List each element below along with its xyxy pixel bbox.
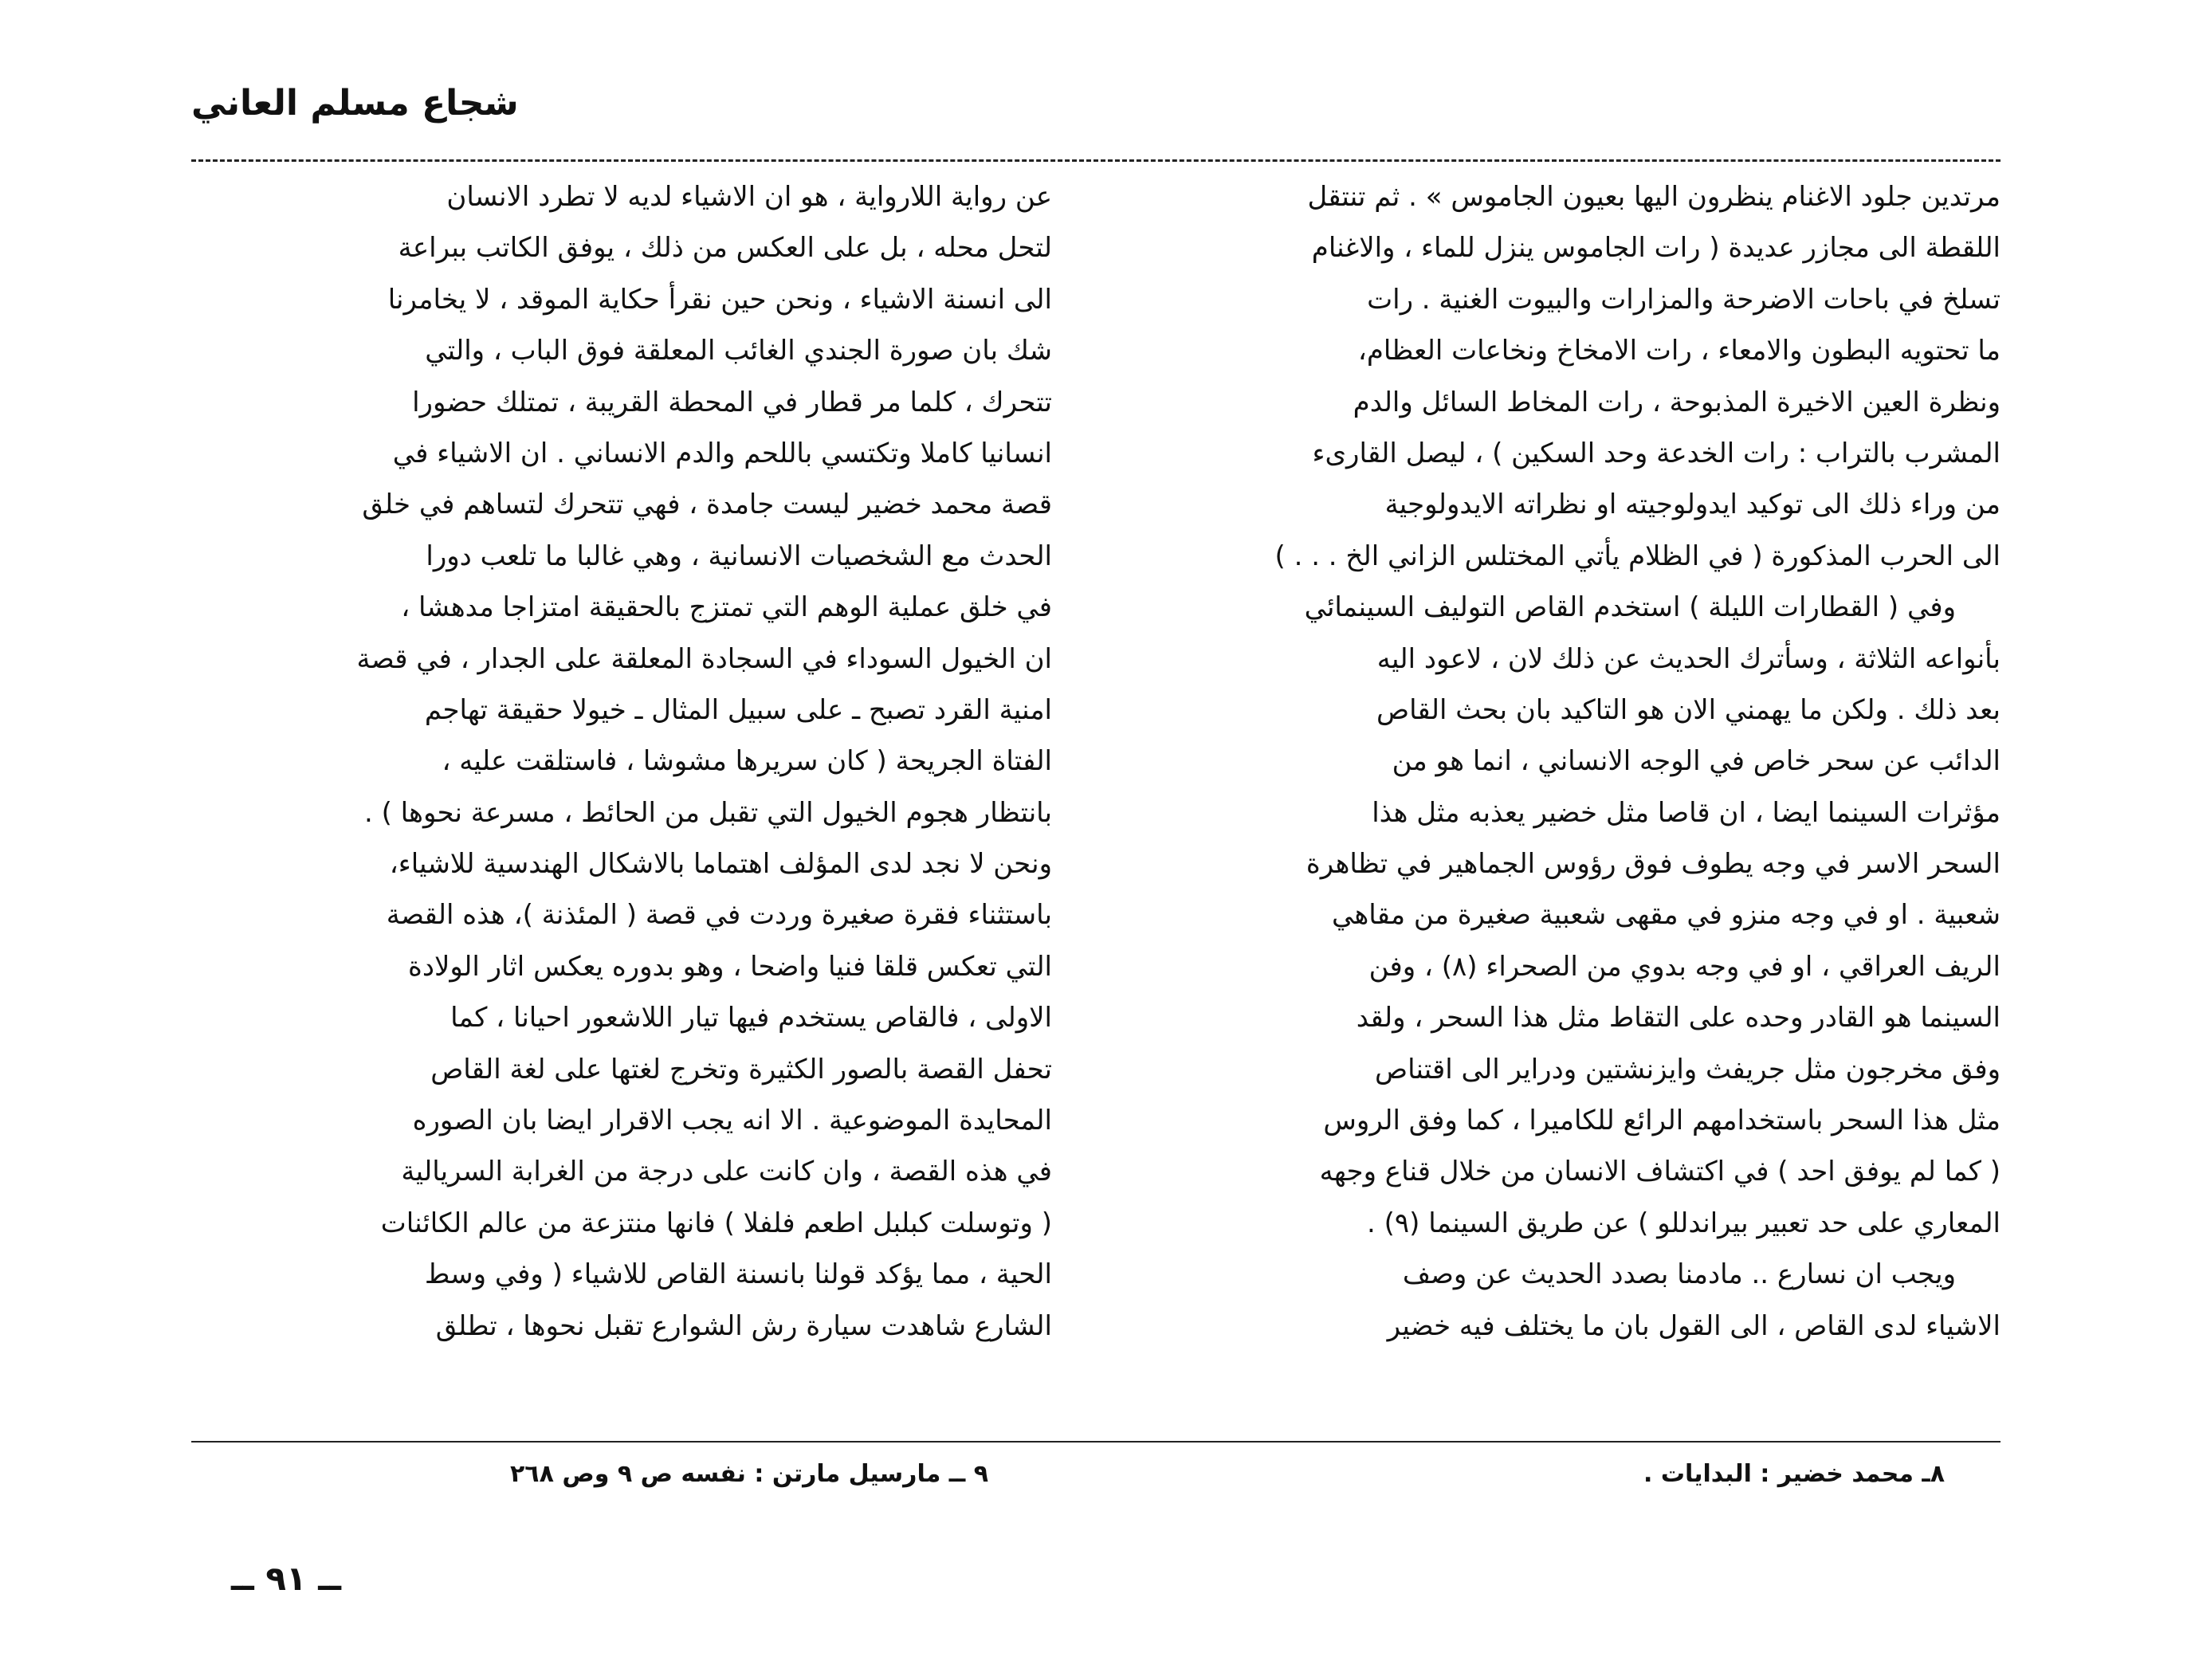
text-line: الى انسنة الاشياء ، ونحن حين نقرأ حكاية الموقد ، لا يخامرنا	[387, 283, 1052, 316]
text-line: المعاري على حد تعبير بيراندللو ) عن طريق السينما (٩) .	[1367, 1207, 2000, 1239]
text-line: ونظرة العين الاخيرة المذبوحة ، رات المخاط السائل والدم	[1353, 386, 2000, 418]
text-line: بأنواعه الثلاثة ، وسأترك الحديث عن ذلك لان ، لاعود اليه	[1376, 642, 2000, 675]
header-divider	[191, 159, 2000, 162]
text-line: بعد ذلك . ولكن ما يهمني الان هو التاكيد بان بحث القاص	[1376, 693, 2000, 726]
text-line: مرتدين جلود الاغنام ينظرون اليها بعيون الجاموس » . ثم تنتقل	[1307, 181, 2000, 213]
text-line: امنية القرد تصبح ـ على سبيل المثال ـ خيولا حقيقة تهاجم	[424, 693, 1052, 726]
text-line: السحر الاسر في وجه يطوف فوق رؤوس الجماهير في تظاهرة	[1306, 848, 2000, 881]
text-line: ونحن لا نجد لدى المؤلف اهتماما بالاشكال الهندسية للاشياء،	[389, 848, 1052, 881]
page-number: ــ ٩١ ــ	[231, 1559, 341, 1598]
text-line: وفي ( القطارات الليلة ) استخدم القاص التوليف السينمائي	[1304, 591, 1956, 624]
text-line: المحايدة الموضوعية . الا انه يجب الاقرار ايضا بان الصوره	[412, 1105, 1052, 1137]
text-line: لتحل محله ، بل على العكس من ذلك ، يوفق الكاتب ببراعة	[398, 232, 1052, 265]
text-line: في خلق عملية الوهم التي تمتزج بالحقيقة امتزاجا مدهشا ،	[401, 591, 1052, 624]
text-line: الفتاة الجريحة ( كان سريرها مشوشا ، فاستلقت عليه ،	[442, 745, 1052, 778]
footnote-9: ٩ ــ مارسيل مارتن : نفسه ص ٩ وص ٢٦٨	[509, 1460, 988, 1488]
text-line: ( وتوسلت كبلبل اطعم فلفلا ) فانها منتزعة من عالم الكائنات	[380, 1207, 1052, 1239]
text-line: الحدث مع الشخصيات الانسانية ، وهي غالبا ما تلعب دورا	[426, 540, 1052, 572]
text-line: وفق مخرجون مثل جريفث وايزنشتين ودراير الى اقتناص	[1375, 1053, 2000, 1085]
footnote-divider	[191, 1441, 2000, 1443]
text-line: الريف العراقي ، او في وجه بدوي من الصحراء (٨) ، وفن	[1368, 950, 2000, 983]
text-line: ويجب ان نسارع .. مادمنا بصدد الحديث عن وصف	[1402, 1258, 1956, 1291]
text-line: تحفل القصة بالصور الكثيرة وتخرج لغتها على لغة القاص	[430, 1053, 1052, 1085]
text-line: الحية ، مما يؤكد قولنا بانسنة القاص للاشياء ( وفي وسط	[424, 1258, 1052, 1291]
text-line: السينما هو القادر وحده على التقاط مثل هذا السحر ، ولقد	[1356, 1002, 2000, 1034]
text-line: قصة محمد خضير ليست جامدة ، فهي تتحرك لتساهم في خلق	[362, 489, 1052, 521]
text-line: مثل هذا السحر باستخدامهم الرائع للكاميرا ، كما وفق الروس	[1323, 1105, 2000, 1137]
text-line: التي تعكس قلقا فنيا واضحا ، وهو بدوره يعكس اثار الولادة	[408, 950, 1052, 983]
right-text-column	[1108, 171, 2000, 1352]
text-line: الشارع شاهدت سيارة رش الشوارع تقبل نحوها ، تطلق	[435, 1309, 1052, 1342]
text-line: الدائب عن سحر خاص في الوجه الانساني ، انما هو من	[1392, 745, 2000, 778]
footnote-8: ٨ـ محمد خضير : البدايات .	[1643, 1460, 1945, 1488]
text-line: المشرب بالتراب : رات الخدعة وحد السكين ) ، ليصل القارىء	[1312, 437, 2000, 469]
text-line: تتحرك ، كلما مر قطار في المحطة القريبة ، تمتلك حضورا	[412, 386, 1052, 418]
text-line: انسانيا كاملا وتكتسي باللحم والدم الانساني . ان الاشياء في	[392, 437, 1052, 469]
text-line: شعبية . او في وجه منزو في مقهى شعبية صغيرة من مقاهي	[1332, 899, 2000, 932]
text-line: بانتظار هجوم الخيول التي تقبل من الحائط ، مسرعة نحوها ) .	[363, 796, 1052, 829]
text-line: من وراء ذلك الى توكيد ايدولوجيته او نظراته الايدولوجية	[1384, 489, 2000, 521]
left-text-column	[159, 171, 1052, 1352]
text-line: ان الخيول السوداء في السجادة المعلقة على الجدار ، في قصة	[356, 642, 1052, 675]
text-line: ما تحتويه البطون والامعاء ، رات الامخاخ ونخاعات العظام،	[1357, 335, 2000, 367]
text-line: مؤثرات السينما ايضا ، ان قاصا مثل خضير يعذبه مثل هذا	[1372, 796, 2000, 829]
text-line: تسلخ في باحات الاضرحة والمزارات والبيوت الغنية . رات	[1367, 283, 2000, 316]
text-line: الاشياء لدى القاص ، الى القول بان ما يختلف فيه خضير	[1387, 1309, 2000, 1342]
text-line: اللقطة الى مجازر عديدة ( رات الجاموس ينزل للماء ، والاغنام	[1311, 232, 2000, 265]
text-line: ( كما لم يوفق احد ) في اكتشاف الانسان من خلال قناع وجهه	[1319, 1156, 2000, 1188]
text-line: شك بان صورة الجندي الغائب المعلقة فوق الباب ، والتي	[425, 335, 1052, 367]
text-line: عن رواية اللارواية ، هو ان الاشياء لديه لا تطرد الانسان	[446, 181, 1052, 213]
running-header-author: شجاع مسلم العاني	[191, 83, 519, 124]
text-line: الى الحرب المذكورة ( في الظلام يأتي المختلس الزاني الخ . . . )	[1274, 540, 2000, 572]
text-line: في هذه القصة ، وان كانت على درجة من الغرابة السريالية	[401, 1156, 1052, 1188]
text-line: الاولى ، فالقاص يستخدم فيها تيار اللاشعور احيانا ، كما	[450, 1002, 1052, 1034]
text-line: باستثناء فقرة صغيرة وردت في قصة ( المئذنة )، هذه القصة	[386, 899, 1052, 932]
